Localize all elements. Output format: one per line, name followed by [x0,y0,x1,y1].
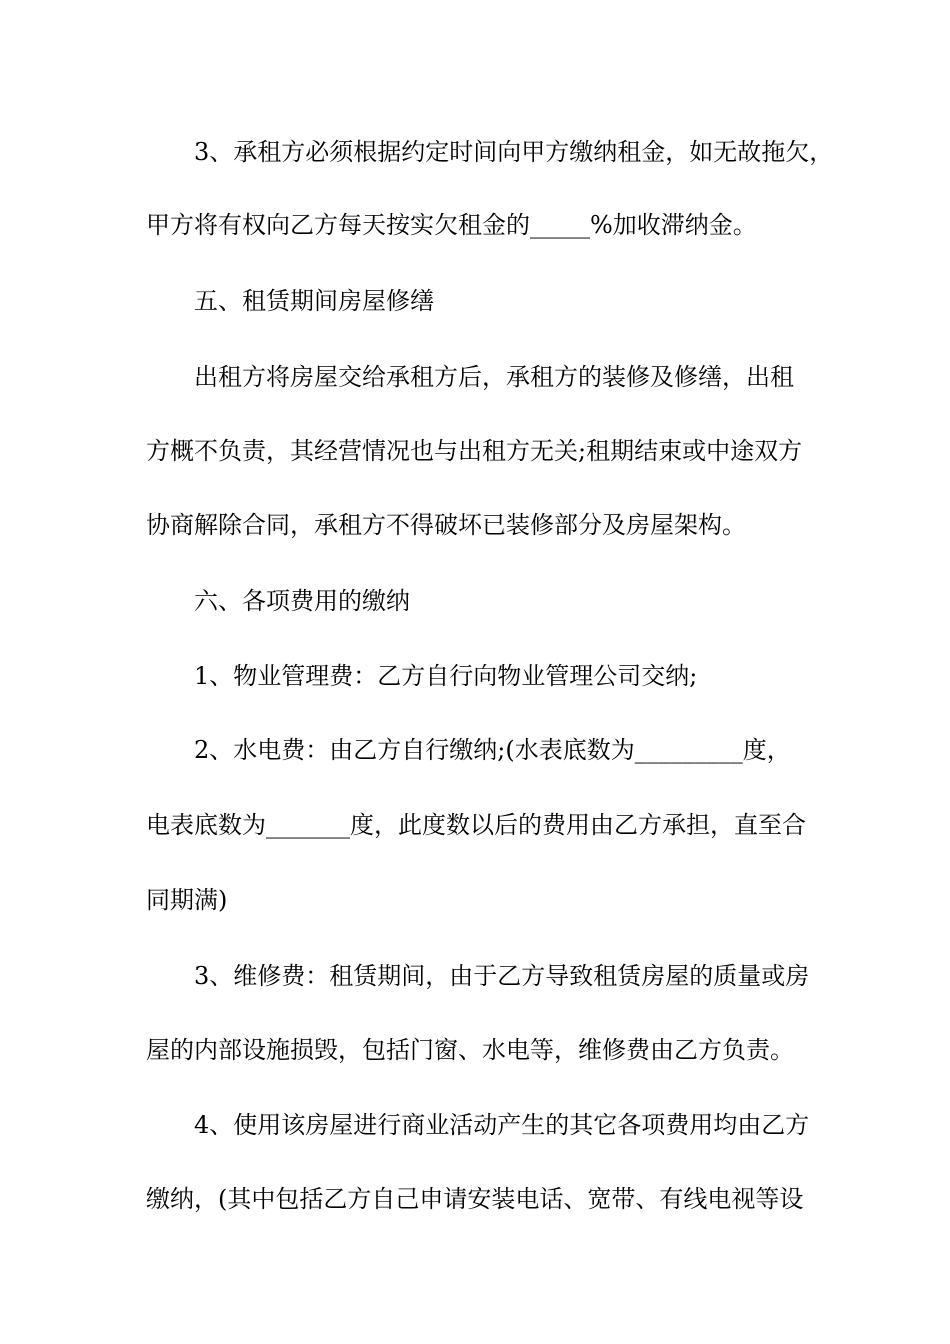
section-6-heading: 六、各项费用的缴纳 [194,587,410,615]
section-5-paragraph-line-1: 出租方将房屋交给承租方后，承租方的装修及修缮，出租 [194,363,794,391]
clause-3-line-2: 甲方将有权向乙方每天按实欠租金的_____%加收滞纳金。 [146,211,757,239]
fee-item-2-line-3: 同期满) [146,886,228,914]
section-5-paragraph-line-2: 方概不负责，其经营情况也与出租方无关;租期结束或中途双方 [146,437,803,465]
fee-item-3-line-1: 3、维修费：租赁期间，由于乙方导致租赁房屋的质量或房 [194,962,810,990]
clause-3-line-1: 3、承租方必须根据约定时间向甲方缴纳租金，如无故拖欠， [194,138,834,166]
fee-item-1: 1、物业管理费：乙方自行向物业管理公司交纳; [194,662,698,690]
section-5-heading: 五、租赁期间房屋修缮 [194,287,434,315]
fee-item-3-line-2: 屋的内部设施损毁，包括门窗、水电等，维修费由乙方负责。 [146,1036,794,1064]
fee-item-2-line-1: 2、水电费：由乙方自行缴纳;(水表底数为_________度， [194,736,791,764]
fee-item-4-line-1: 4、使用该房屋进行商业活动产生的其它各项费用均由乙方 [194,1111,810,1139]
fee-item-2-line-2: 电表底数为_______度，此度数以后的费用由乙方承担，直至合 [146,811,806,839]
fee-item-4-line-2: 缴纳，(其中包括乙方自己申请安装电话、宽带、有线电视等设 [146,1185,804,1213]
section-5-paragraph-line-3: 协商解除合同，承租方不得破坏已装修部分及房屋架构。 [146,511,746,539]
